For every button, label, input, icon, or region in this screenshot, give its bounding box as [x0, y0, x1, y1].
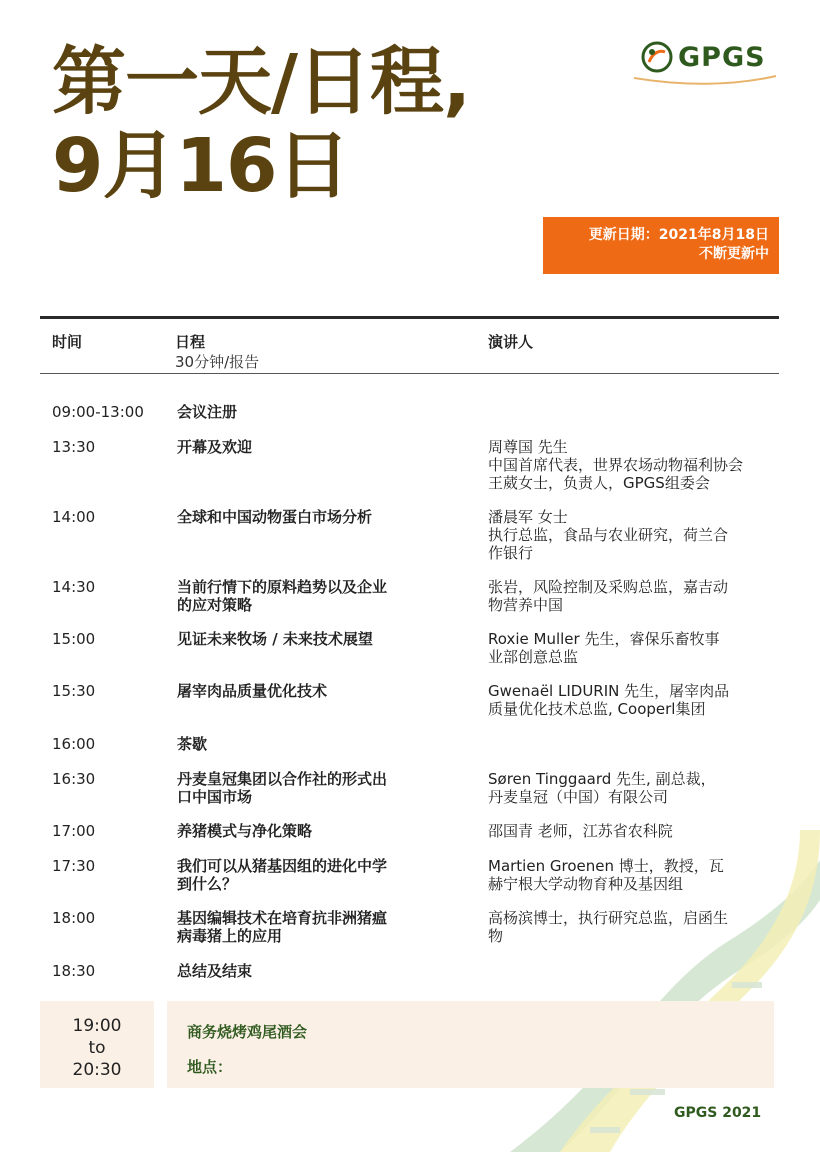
- schedule-program: [177, 630, 447, 648]
- column-header-program-sub: 30分钟/报告: [175, 353, 260, 371]
- evening-time-start: 19:00: [72, 1016, 122, 1036]
- schedule-program: [177, 857, 447, 893]
- schedule-speaker: [488, 857, 778, 893]
- schedule-program: [177, 438, 447, 456]
- logo-text: GPGS: [678, 42, 766, 73]
- logo-swoosh-icon: [632, 72, 778, 86]
- speaker-line: 丹麦皇冠（中国）有限公司: [488, 788, 669, 806]
- program-line: 的应对策略: [177, 596, 253, 614]
- schedule-time: 15:00: [52, 630, 96, 648]
- schedule-program: [177, 909, 447, 945]
- schedule-time: 18:00: [52, 909, 96, 927]
- schedule-program: [177, 735, 447, 753]
- evening-event-location: 地点：: [187, 1058, 233, 1076]
- speaker-line: 潘晨军 女士: [488, 508, 568, 526]
- schedule-program: [177, 822, 447, 840]
- program-line: 口中国市场: [177, 788, 253, 806]
- schedule-time: 17:00: [52, 822, 96, 840]
- schedule-speaker: [488, 630, 778, 666]
- table-top-rule: [40, 316, 779, 319]
- program-line: 养猪模式与净化策略: [177, 822, 313, 840]
- program-line: 总结及结束: [177, 962, 253, 980]
- speaker-line: 质量优化技术总监, Cooperl集团: [488, 700, 706, 718]
- speaker-line: 周尊国 先生: [488, 438, 568, 456]
- speaker-line: 张岩，风险控制及采购总监，嘉吉动: [488, 578, 729, 596]
- evening-time-to: to: [88, 1038, 106, 1058]
- speaker-line: 作银行: [488, 544, 534, 562]
- program-line: 丹麦皇冠集团以合作社的形式出: [177, 770, 388, 788]
- evening-event-title: 商务烧烤鸡尾酒会: [187, 1023, 308, 1041]
- schedule-speaker: [488, 578, 778, 614]
- schedule-program: [177, 403, 447, 421]
- speaker-line: Roxie Muller 先生，睿保乐畜牧事: [488, 630, 720, 648]
- program-line: 当前行情下的原料趋势以及企业: [177, 578, 388, 596]
- schedule-time: 17:30: [52, 857, 96, 875]
- title-line-1: 第一天/日程,: [52, 39, 471, 125]
- schedule-time: 18:30: [52, 962, 96, 980]
- speaker-line: 中国首席代表，世界农场动物福利协会: [488, 456, 744, 474]
- program-line: 基因编辑技术在培育抗非洲猪瘟: [177, 909, 388, 927]
- schedule-speaker: [488, 770, 778, 806]
- schedule-program: [177, 770, 447, 806]
- program-line: 开幕及欢迎: [177, 438, 253, 456]
- schedule-program: [177, 962, 447, 980]
- table-header-rule: [40, 373, 779, 374]
- schedule-time: 13:30: [52, 438, 96, 456]
- pig-logo-icon: [640, 40, 674, 74]
- program-line: 病毒猪上的应用: [177, 927, 283, 945]
- speaker-line: 高杨滨博士，执行研究总监，启函生: [488, 909, 729, 927]
- schedule-speaker: [488, 909, 778, 945]
- speaker-line: 物: [488, 927, 504, 945]
- column-header-time: 时间: [52, 333, 83, 351]
- update-date: 更新日期：2021年8月18日: [588, 227, 769, 243]
- program-line: 会议注册: [177, 403, 238, 421]
- speaker-line: 赫宁根大学动物育种及基因组: [488, 875, 684, 893]
- program-line: 全球和中国动物蛋白市场分析: [177, 508, 373, 526]
- schedule-program: [177, 578, 447, 614]
- schedule-time: 09:00-13:00: [52, 403, 144, 421]
- speaker-line: 王葳女士，负责人，GPGS组委会: [488, 474, 710, 492]
- update-status: 不断更新中: [699, 246, 769, 262]
- column-header-program: 日程: [175, 333, 206, 351]
- title-line-2: 9月16日: [52, 123, 350, 209]
- evening-time-box: [40, 1001, 154, 1088]
- speaker-line: 邵国青 老师，江苏省农科院: [488, 822, 673, 840]
- speaker-line: Søren Tinggaard 先生, 副总裁，: [488, 770, 716, 788]
- evening-event-box: [167, 1001, 774, 1088]
- schedule-speaker: [488, 508, 778, 562]
- schedule-time: 14:30: [52, 578, 96, 596]
- program-line: 茶歇: [177, 735, 208, 753]
- schedule-program: [177, 682, 447, 700]
- speaker-line: Gwenaël LIDURIN 先生，屠宰肉品: [488, 682, 730, 700]
- update-date-badge: [543, 217, 779, 274]
- program-line: 见证未来牧场 / 未来技术展望: [177, 630, 373, 648]
- schedule-time: 16:00: [52, 735, 96, 753]
- schedule-speaker: [488, 682, 778, 718]
- schedule-time: 15:30: [52, 682, 96, 700]
- speaker-line: 执行总监，食品与农业研究，荷兰合: [488, 526, 729, 544]
- schedule-time: 16:30: [52, 770, 96, 788]
- schedule-time: 14:00: [52, 508, 96, 526]
- speaker-line: Martien Groenen 博士，教授，瓦: [488, 857, 724, 875]
- footer-text: GPGS 2021: [674, 1105, 762, 1121]
- program-line: 到什么？: [177, 875, 238, 893]
- evening-time-end: 20:30: [72, 1060, 122, 1080]
- schedule-speaker: [488, 822, 778, 840]
- schedule-program: [177, 508, 447, 526]
- gpgs-logo: [632, 36, 778, 88]
- schedule-speaker: [488, 438, 778, 492]
- speaker-line: 物营养中国: [488, 596, 564, 614]
- page-title: [52, 40, 470, 208]
- program-line: 我们可以从猪基因组的进化中学: [177, 857, 388, 875]
- speaker-line: 业部创意总监: [488, 648, 579, 666]
- column-header-speaker: 演讲人: [488, 333, 534, 351]
- program-line: 屠宰肉品质量优化技术: [177, 682, 328, 700]
